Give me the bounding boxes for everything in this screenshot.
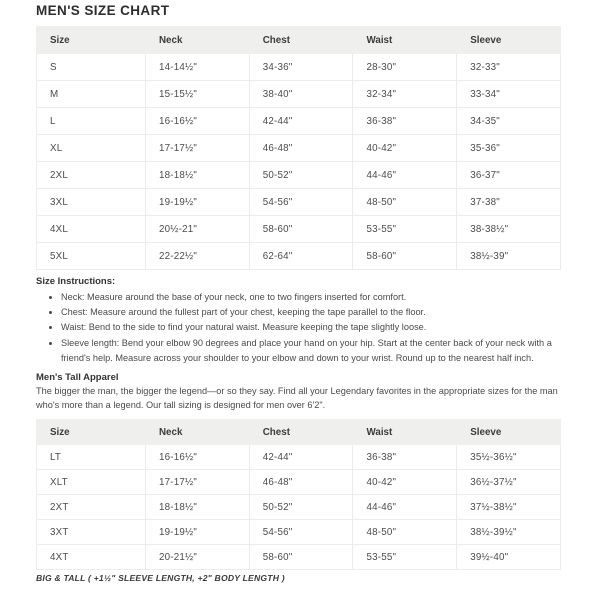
table-row: [37, 545, 561, 570]
table-row: [37, 495, 561, 520]
table-row: [37, 189, 561, 216]
table-cell: 35-36": [457, 135, 561, 162]
table-cell: M: [37, 81, 146, 108]
table-cell: 48-50": [353, 520, 457, 545]
table-cell: 35½-36½": [457, 445, 561, 470]
table-cell: 3XL: [37, 189, 146, 216]
column-header: Sleeve: [457, 27, 561, 54]
header-row: [37, 420, 561, 445]
table-cell: 46-48": [249, 135, 353, 162]
table-cell: 36-38": [353, 108, 457, 135]
instruction-item-sleeve: • Sleeve length: Bend your elbow 90 degrees and place your hand on your hip. Start at the center back of your neck with a friend's help. Measure across your shoulder to your elbow and down to your wrist. Round up to the nearest half inch.: [61, 336, 561, 366]
table-cell: 37½-38½": [457, 495, 561, 520]
table-cell: 32-34": [353, 81, 457, 108]
table-cell: XL: [37, 135, 146, 162]
instruction-item-neck: • Neck: Measure around the base of your neck, one to two fingers inserted for comfort.: [61, 290, 561, 305]
table-cell: 39½-40": [457, 545, 561, 570]
table-cell: 2XL: [37, 162, 146, 189]
table-cell: 20-21½": [145, 545, 249, 570]
table-cell: 58-60": [353, 243, 457, 270]
table-cell: 38½-39½": [457, 520, 561, 545]
table-cell: 4XT: [37, 545, 146, 570]
table-cell: LT: [37, 445, 146, 470]
table-cell: 38½-39": [457, 243, 561, 270]
table-cell: 53-55": [353, 545, 457, 570]
tall-size-table: [36, 419, 561, 570]
table-cell: 53-55": [353, 216, 457, 243]
table-cell: 33-34": [457, 81, 561, 108]
table-cell: 22-22½": [145, 243, 249, 270]
size-instructions-list: [48, 290, 561, 366]
table-cell: 15-15½": [145, 81, 249, 108]
size-instructions-heading: Size Instructions:: [36, 276, 116, 287]
table-cell: 42-44": [249, 445, 353, 470]
table-cell: 17-17½": [145, 135, 249, 162]
table-row: [37, 520, 561, 545]
table-cell: 19-19½": [145, 520, 249, 545]
table-cell: XLT: [37, 470, 146, 495]
table-cell: 20½-21": [145, 216, 249, 243]
table-cell: 34-35": [457, 108, 561, 135]
table-cell: 44-46": [353, 162, 457, 189]
tall-apparel-description: The bigger the man, the bigger the legend—or so they say. Find all your Legendary favorites in the appropriate sizes for the man who's more than a legend. Our tall sizing is designed for men over 6'2".: [36, 386, 558, 410]
column-header: Size: [37, 420, 146, 445]
table-cell: 14-14½": [145, 54, 249, 81]
column-header: Sleeve: [457, 420, 561, 445]
table-cell: 50-52": [249, 495, 353, 520]
table-row: [37, 54, 561, 81]
table-cell: 28-30": [353, 54, 457, 81]
table-row: [37, 81, 561, 108]
table-cell: 54-56": [249, 189, 353, 216]
table-row: [37, 135, 561, 162]
table-row: [37, 108, 561, 135]
table-cell: 4XL: [37, 216, 146, 243]
column-header: Chest: [249, 27, 353, 54]
column-header: Waist: [353, 420, 457, 445]
table-cell: 38-38½": [457, 216, 561, 243]
column-header: Neck: [145, 27, 249, 54]
tall-apparel-heading: Men's Tall Apparel: [36, 372, 119, 384]
instruction-item-waist: • Waist: Bend to the side to find your natural waist. Measure keeping the tape slightly loose.: [61, 320, 561, 335]
table-row: [37, 445, 561, 470]
table-cell: 38-40": [249, 81, 353, 108]
table-cell: 50-52": [249, 162, 353, 189]
table-row: [37, 243, 561, 270]
table-cell: 3XT: [37, 520, 146, 545]
table-cell: 58-60": [249, 216, 353, 243]
table-cell: 46-48": [249, 470, 353, 495]
column-header: Neck: [145, 420, 249, 445]
table-cell: 36-38": [353, 445, 457, 470]
table-cell: 32-33": [457, 54, 561, 81]
instruction-item-chest: • Chest: Measure around the fullest part of your chest, keeping the tape parallel to the floor.: [61, 305, 561, 320]
table-cell: 40-42": [353, 470, 457, 495]
big-tall-note: BIG & TALL ( +1½" SLEEVE LENGTH, +2" BODY LENGTH ): [36, 573, 285, 584]
table-cell: L: [37, 108, 146, 135]
table-row: [37, 216, 561, 243]
table-cell: 5XL: [37, 243, 146, 270]
table-cell: 34-36": [249, 54, 353, 81]
table-cell: 62-64": [249, 243, 353, 270]
table-cell: 16-16½": [145, 445, 249, 470]
column-header: Chest: [249, 420, 353, 445]
table-cell: 58-60": [249, 545, 353, 570]
table-cell: 2XT: [37, 495, 146, 520]
table-cell: 18-18½": [145, 495, 249, 520]
table-row: [37, 162, 561, 189]
table-cell: 44-46": [353, 495, 457, 520]
table-cell: 48-50": [353, 189, 457, 216]
table-cell: 36½-37½": [457, 470, 561, 495]
table-cell: 42-44": [249, 108, 353, 135]
header-row: [37, 27, 561, 54]
mens-size-table: [36, 26, 561, 270]
table-cell: 54-56": [249, 520, 353, 545]
table-cell: 19-19½": [145, 189, 249, 216]
table-row: [37, 470, 561, 495]
table-cell: 17-17½": [145, 470, 249, 495]
column-header: Size: [37, 27, 146, 54]
table-cell: 16-16½": [145, 108, 249, 135]
page-title: MEN'S SIZE CHART: [36, 3, 170, 18]
column-header: Waist: [353, 27, 457, 54]
table-cell: 40-42": [353, 135, 457, 162]
table-cell: S: [37, 54, 146, 81]
table-cell: 37-38": [457, 189, 561, 216]
table-cell: 18-18½": [145, 162, 249, 189]
table-cell: 36-37": [457, 162, 561, 189]
